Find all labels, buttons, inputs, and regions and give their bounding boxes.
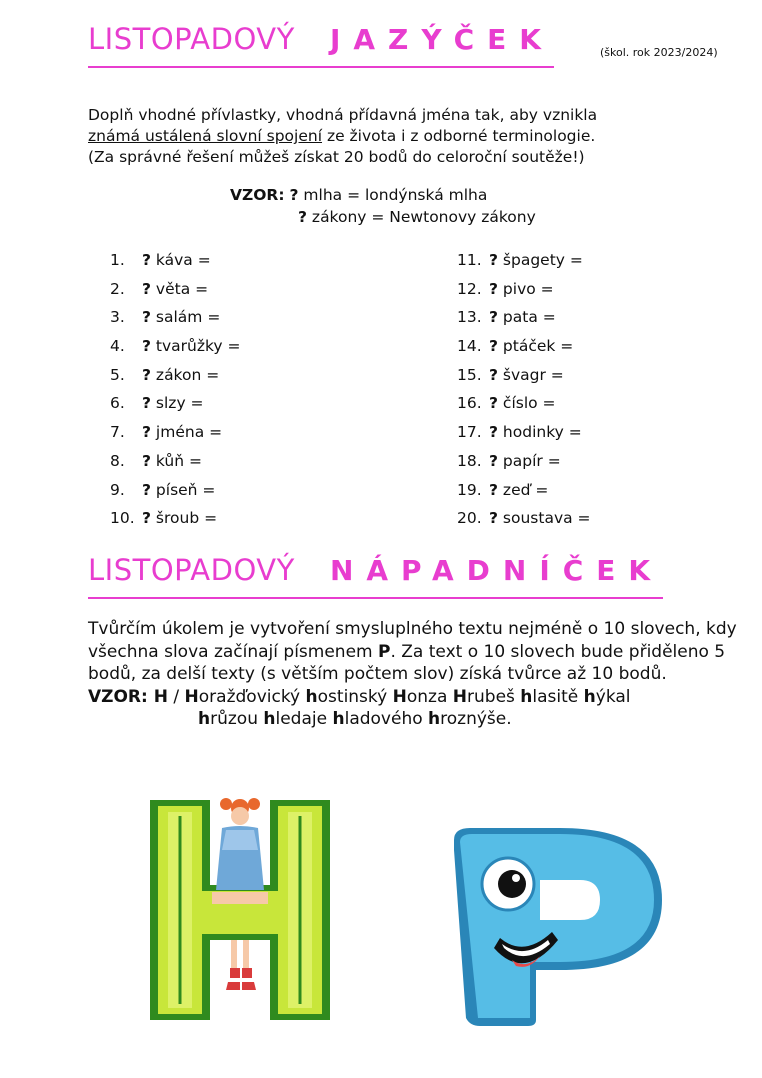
alliteration-slash: / — [167, 686, 185, 707]
item-question-mark: ? — [489, 279, 498, 298]
example-label: VZOR: — [230, 186, 285, 204]
girl-figure — [212, 798, 268, 990]
item-question-mark: ? — [142, 279, 151, 298]
initial-letter: H — [452, 686, 468, 707]
item-number: 12. — [457, 279, 482, 298]
example-row-2 — [230, 206, 536, 228]
item-word: pata = — [498, 308, 556, 327]
intro-line-2 — [88, 126, 748, 147]
item-question-mark: ? — [142, 337, 151, 356]
item-number: 2. — [110, 279, 125, 298]
task-part-a: Tvůrčím úkolem je vytvoření smysluplného textu nejméně o 10 slovech, kdy všechna slova začínají písmenem — [88, 619, 737, 662]
exercise-item — [457, 504, 591, 533]
item-number: 8. — [110, 451, 125, 470]
item-question-mark: ? — [142, 451, 151, 470]
alliteration-row-1 — [88, 686, 738, 709]
item-word: šroub = — [151, 509, 218, 528]
initial-letter: h — [583, 686, 596, 707]
exercise-item — [457, 389, 591, 418]
exercise-list-left — [110, 246, 241, 533]
item-question-mark: ? — [142, 308, 151, 327]
intro-line-3 — [88, 147, 748, 168]
word-rest: ostinský — [317, 686, 393, 707]
item-question-mark: ? — [489, 365, 498, 384]
word-rest: růzou — [210, 709, 264, 729]
item-word: papír = — [498, 451, 561, 470]
initial-letter: h — [305, 686, 318, 707]
initial-letter: h — [520, 686, 533, 707]
intro-part-b: ze života i z odborné terminologie. — [322, 127, 596, 145]
initial-letter: h — [428, 709, 441, 729]
item-number: 7. — [110, 423, 125, 442]
item-number: 6. — [110, 394, 125, 413]
item-word: číslo = — [498, 394, 556, 413]
heading-word: LISTOPADOVÝ — [88, 22, 295, 56]
word-rest: roznýše. — [440, 709, 512, 729]
exercise-item — [110, 504, 241, 533]
item-word: tvarůžky = — [151, 337, 241, 356]
intro-underlined: známá ustálená slovní spojení — [88, 127, 323, 145]
item-number: 9. — [110, 480, 125, 499]
item-word: hodinky = — [498, 423, 582, 442]
item-word: věta = — [151, 279, 209, 298]
item-question-mark: ? — [142, 365, 151, 384]
item-word: píseň = — [151, 480, 216, 499]
initial-letter: h — [332, 709, 345, 729]
initial-letter: H — [392, 686, 407, 707]
initial-letter: h — [263, 709, 276, 729]
word-rest: rubeš — [467, 686, 521, 707]
example-mark: ? — [289, 186, 299, 204]
intro-line-1 — [88, 105, 748, 126]
exercise-item — [110, 476, 241, 505]
item-number: 1. — [110, 251, 125, 269]
exercise-item — [457, 476, 591, 505]
item-word: kůň = — [151, 451, 202, 470]
heading-title: JAZÝČEK — [329, 23, 554, 56]
intro-part-a: Doplň vhodné přívlastky, vhodná přídavná jména tak, aby vznikla — [88, 106, 598, 124]
item-number: 10. — [110, 509, 135, 528]
item-number: 11. — [457, 251, 482, 269]
example-1: mlha = londýnská mlha — [298, 186, 488, 204]
letter-p-shape — [454, 828, 662, 1026]
item-word: soustava = — [498, 509, 591, 528]
alliteration-row-2 — [88, 708, 738, 731]
exercise-item — [457, 447, 591, 476]
item-number: 14. — [457, 337, 482, 356]
example-block — [230, 184, 536, 228]
exercise-item — [110, 418, 241, 447]
item-question-mark: ? — [142, 423, 151, 442]
alliteration-label: VZOR: H — [88, 686, 168, 707]
word-rest: ladového — [344, 709, 429, 729]
item-word: ptáček = — [498, 337, 574, 356]
example-mark: ? — [298, 208, 307, 226]
exercise-item — [457, 332, 591, 361]
item-number: 18. — [457, 451, 482, 470]
item-question-mark: ? — [489, 480, 498, 499]
word-rest: ýkal — [595, 686, 631, 707]
item-question-mark: ? — [489, 337, 498, 356]
initial-letter: h — [198, 709, 211, 729]
task-text — [88, 618, 738, 731]
alliteration-example — [88, 686, 738, 731]
task-part-b: . Za text o 10 slovech bude přiděleno 5 bodů, za delší texty (s větším počtem slov) získá tvůrce až 10 bodů. — [88, 641, 726, 684]
item-word: salám = — [151, 308, 221, 327]
item-number: 3. — [110, 308, 125, 327]
word-rest: onza — [406, 686, 453, 707]
item-question-mark: ? — [142, 394, 151, 413]
item-question-mark: ? — [489, 251, 498, 269]
item-word: jména = — [151, 423, 223, 442]
intro-part-c: (Za správné řešení můžeš získat 20 bodů do celoroční soutěže!) — [88, 148, 585, 166]
task-paragraph — [88, 618, 738, 686]
exercise-item — [110, 246, 241, 275]
school-year: (škol. rok 2023/2024) — [600, 46, 718, 59]
item-word: špagety = — [498, 251, 583, 269]
task-letter: P — [378, 641, 391, 662]
exercise-item — [457, 418, 591, 447]
intro-text — [88, 105, 748, 168]
exercise-item — [110, 332, 241, 361]
item-word: zeď = — [498, 480, 549, 499]
example-2: zákony = Newtonovy zákony — [307, 208, 536, 226]
item-question-mark: ? — [142, 251, 151, 269]
item-question-mark: ? — [142, 509, 151, 528]
initial-letter: H — [184, 686, 199, 707]
item-number: 13. — [457, 308, 482, 327]
exercise-item — [457, 275, 591, 304]
word-rest: ledaje — [275, 709, 333, 729]
item-question-mark: ? — [489, 394, 498, 413]
item-question-mark: ? — [489, 509, 498, 528]
exercise-item — [110, 389, 241, 418]
section1-heading — [88, 22, 554, 68]
item-word: káva = — [151, 251, 211, 269]
exercise-item — [110, 361, 241, 390]
word-rest: lasitě — [532, 686, 584, 707]
heading-word: LISTOPADOVÝ — [88, 553, 295, 587]
item-question-mark: ? — [489, 308, 498, 327]
item-word: pivo = — [498, 279, 554, 298]
heading-title: NÁPADNÍČEK — [329, 554, 664, 587]
item-number: 4. — [110, 337, 125, 356]
item-number: 20. — [457, 509, 482, 528]
letter-p-face-illustration — [440, 820, 670, 1030]
item-number: 5. — [110, 365, 125, 384]
word-rest: oražďovický — [198, 686, 306, 707]
item-number: 17. — [457, 423, 482, 442]
exercise-item — [457, 303, 591, 332]
item-number: 15. — [457, 365, 482, 384]
exercise-list-right — [457, 246, 591, 533]
item-number: 16. — [457, 394, 482, 413]
example-row-1 — [230, 184, 536, 206]
item-word: švagr = — [498, 365, 564, 384]
section2-heading — [88, 553, 663, 599]
item-word: slzy = — [151, 394, 204, 413]
exercise-item — [110, 275, 241, 304]
item-question-mark: ? — [142, 480, 151, 499]
letter-h-with-girl-illustration — [140, 790, 340, 1030]
item-question-mark: ? — [489, 451, 498, 470]
exercise-item — [110, 447, 241, 476]
exercise-item — [457, 361, 591, 390]
exercise-item — [457, 246, 591, 275]
exercise-item — [110, 303, 241, 332]
item-number: 19. — [457, 480, 482, 499]
item-question-mark: ? — [489, 423, 498, 442]
item-word: zákon = — [151, 365, 220, 384]
